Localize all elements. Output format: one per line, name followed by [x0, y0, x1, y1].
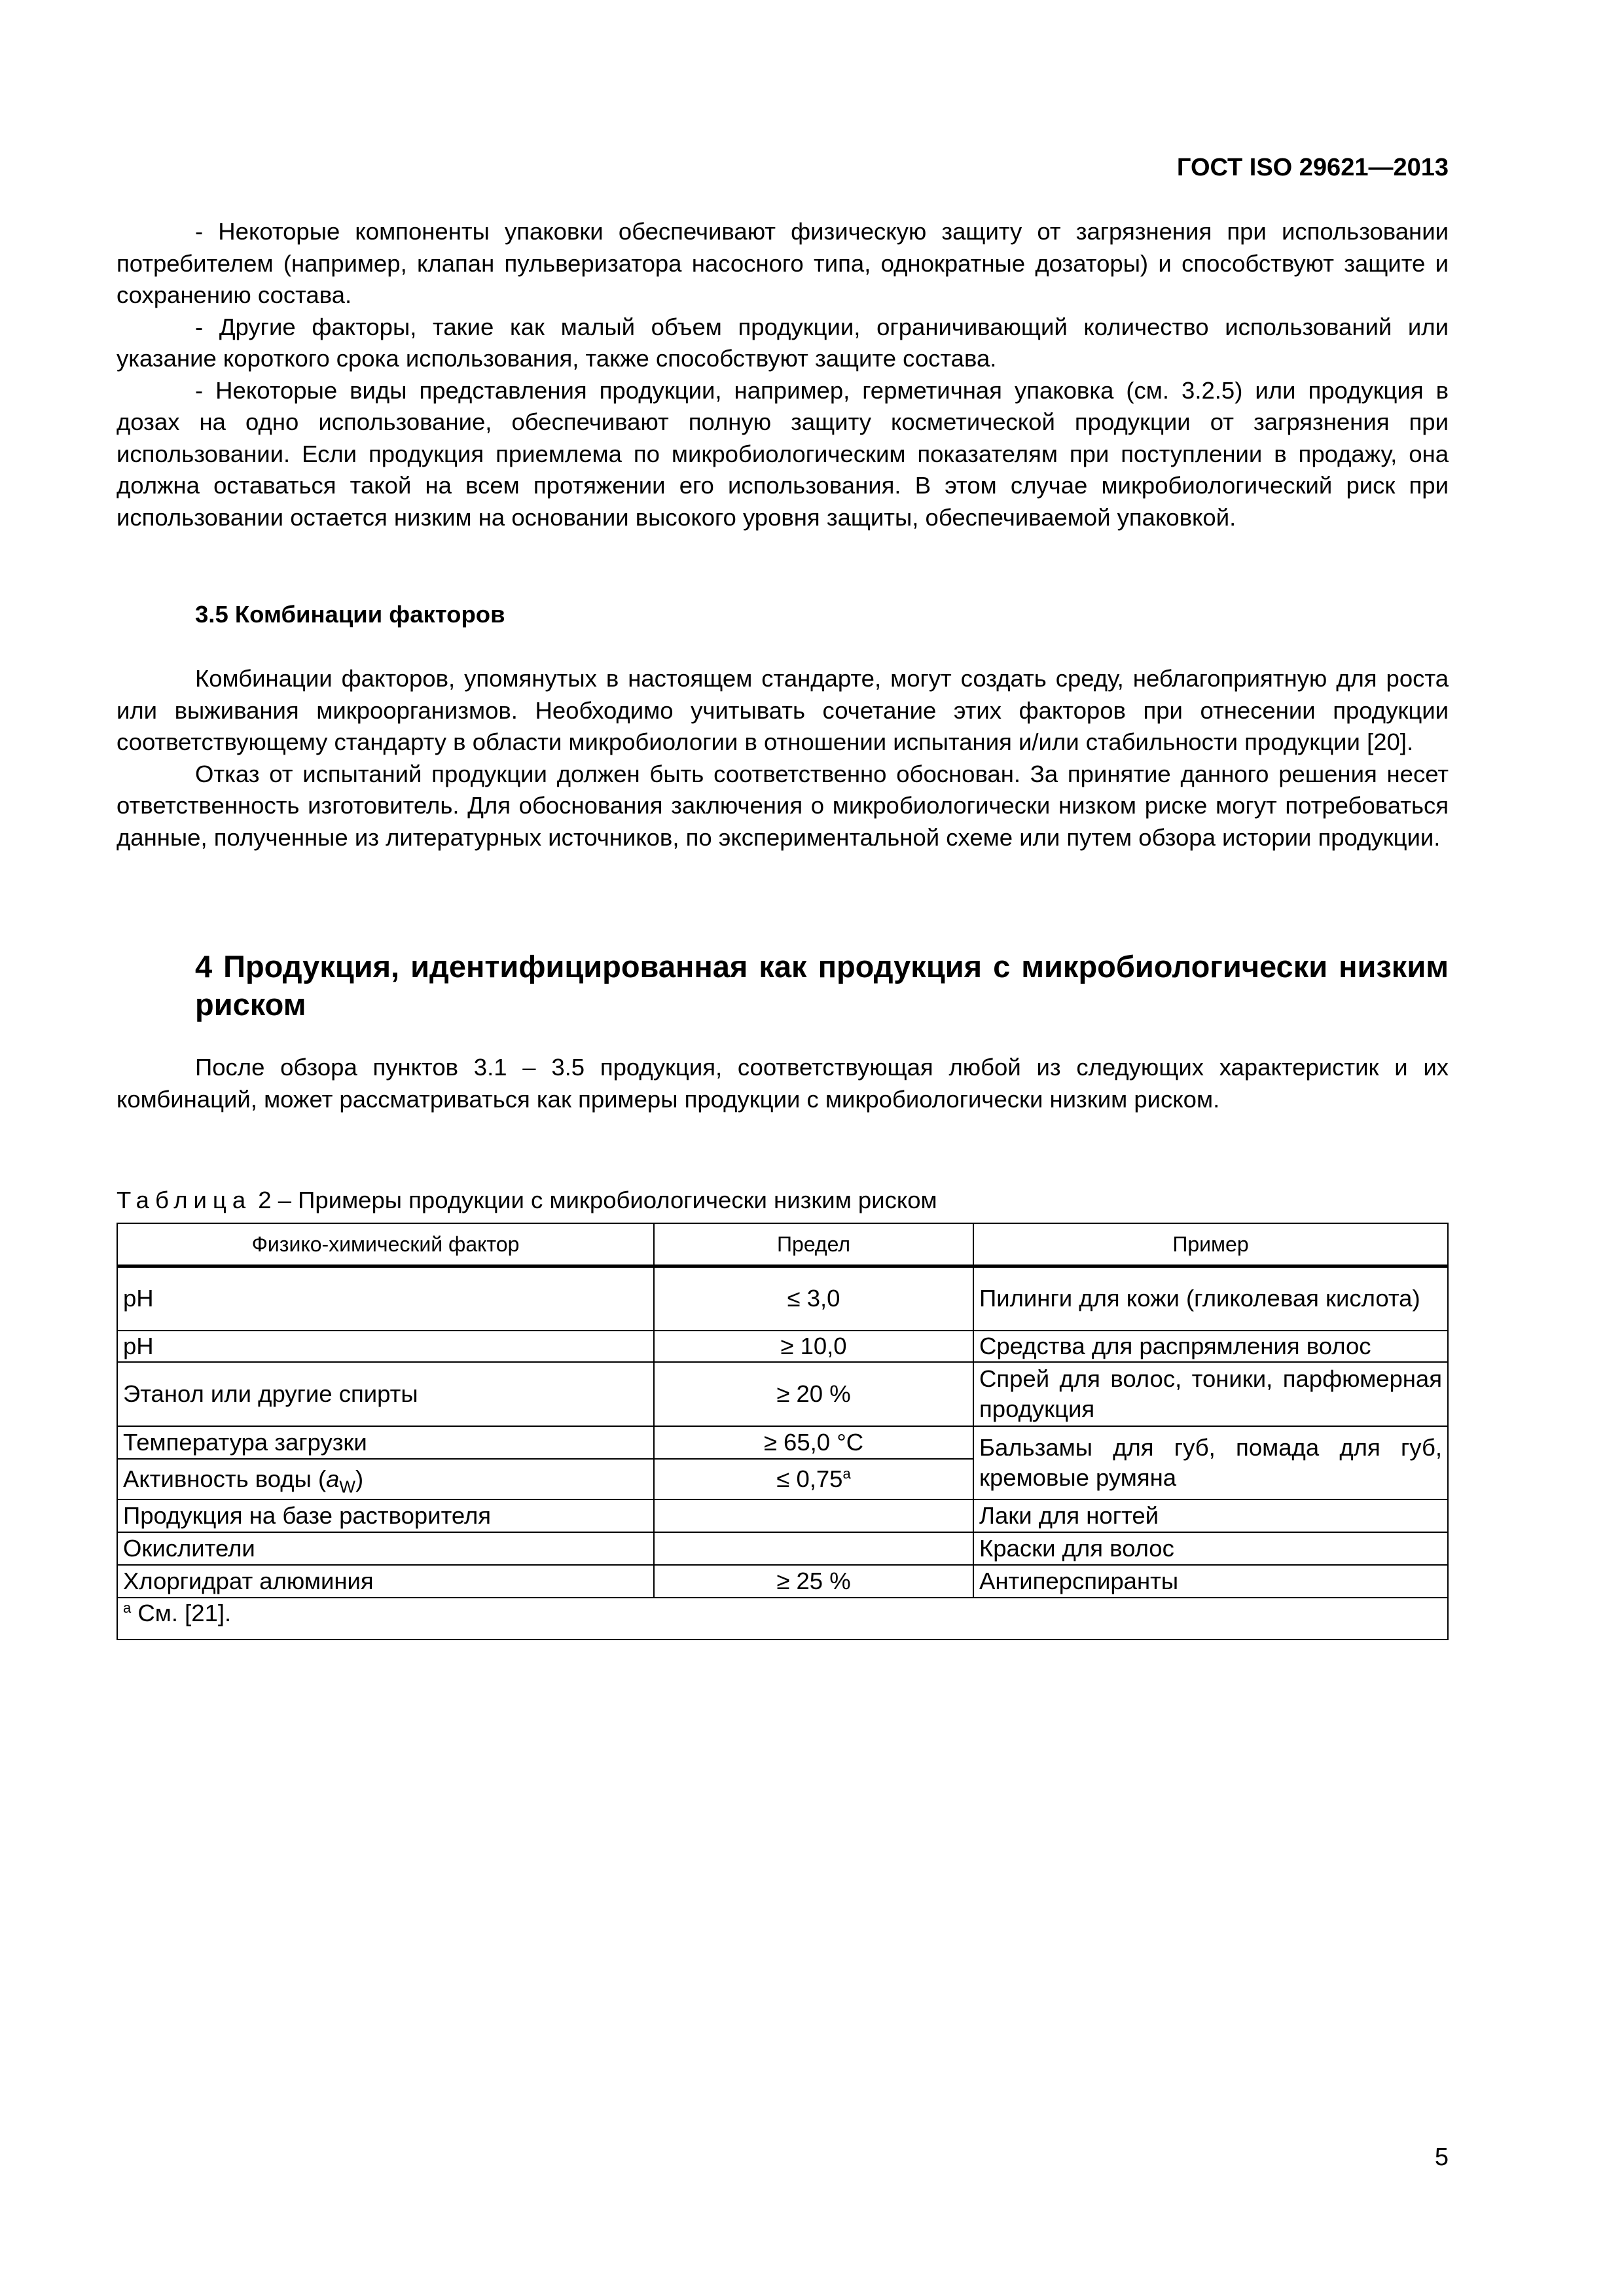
footnote-mark: a — [123, 1599, 132, 1616]
cell-example: Средства для распрямления волос — [973, 1331, 1448, 1362]
cell-example: Бальзамы для губ, помада для губ, кремовые румяна — [973, 1426, 1448, 1499]
cell-factor: pH — [117, 1266, 654, 1331]
factor-text-end: ) — [355, 1465, 364, 1492]
table-footnote — [117, 1598, 1448, 1640]
table-row — [117, 1362, 1448, 1426]
footnote-text: См. [21]. — [137, 1599, 232, 1626]
section-4-title: 4 Продукция, идентифицированная как продукция с микробиологически низким риском — [195, 949, 1449, 1022]
section-4-body — [117, 1052, 1449, 1115]
cell-limit: ≥ 25 % — [654, 1565, 973, 1598]
paragraph: Комбинации факторов, упомянутых в настоящем стандарте, могут создать среду, неблагоприятную для роста или выживания микроорганизмов. Необходимо учитывать сочетание этих факторов при отнесении продукции соответствующему стандарту в области микробиологии в отношении испытания и/или стабильности продукции [20]. — [117, 665, 1449, 755]
page-number: 5 — [1434, 2144, 1449, 2171]
table-caption-label: Таблица — [117, 1187, 252, 1213]
column-header-example: Пример — [973, 1223, 1448, 1266]
water-activity-symbol: a — [326, 1465, 340, 1492]
table-row — [117, 1426, 1448, 1459]
products-table — [117, 1223, 1449, 1640]
cell-example: Краски для волос — [973, 1532, 1448, 1565]
cell-example: Антиперспиранты — [973, 1565, 1448, 1598]
intro-paragraphs — [117, 216, 1449, 533]
cell-limit: ≥ 10,0 — [654, 1331, 973, 1362]
cell-factor: Окислители — [117, 1532, 654, 1565]
cell-limit: ≤ 3,0 — [654, 1266, 973, 1331]
table-row — [117, 1266, 1448, 1331]
cell-factor: Температура загрузки — [117, 1426, 654, 1459]
section-3-5-body — [117, 663, 1449, 853]
table-caption — [117, 1185, 937, 1215]
table-caption-text: 2 – Примеры продукции с микробиологически низким риском — [258, 1187, 937, 1213]
cell-example: Спрей для волос, тоники, парфюмерная продукция — [973, 1362, 1448, 1426]
cell-limit — [654, 1459, 973, 1499]
cell-example: Пилинги для кожи (гликолевая кислота) — [973, 1266, 1448, 1331]
section-3-5-title: 3.5 Комбинации факторов — [195, 601, 505, 628]
cell-limit — [654, 1532, 973, 1565]
cell-factor: Продукция на базе растворителя — [117, 1499, 654, 1532]
paragraph: - Некоторые виды представления продукции, например, герметичная упаковка (см. 3.2.5) или продукция в дозах на одно использование, обеспечивают полную защиту косметической продукции от загрязнения при использовании. Если продукция приемлема по микробиологическим показателям при поступлении в продажу, она должна оставаться такой на всем протяжении его использования. В этом случае микробиологический риск при использовании остается низким на основании высокого уровня защиты, обеспечиваемой упаковкой. — [117, 376, 1449, 531]
cell-limit: ≥ 20 % — [654, 1362, 973, 1426]
cell-example: Лаки для ногтей — [973, 1499, 1448, 1532]
cell-factor: pH — [117, 1331, 654, 1362]
table-row — [117, 1499, 1448, 1532]
paragraph: - Другие факторы, такие как малый объем продукции, ограничивающий количество использований или указание короткого срока использования, также способствуют защите состава. — [117, 313, 1449, 372]
limit-text: ≤ 0,75 — [776, 1465, 843, 1492]
table-row — [117, 1532, 1448, 1565]
cell-limit: ≥ 65,0 °C — [654, 1426, 973, 1459]
table-header-row — [117, 1223, 1448, 1266]
paragraph: После обзора пунктов 3.1 – 3.5 продукция, соответствующая любой из следующих характеристик и их комбинаций, может рассматриваться как примеры продукции с микробиологически низким риском. — [117, 1054, 1449, 1113]
cell-factor: Этанол или другие спирты — [117, 1362, 654, 1426]
paragraph: - Некоторые компоненты упаковки обеспечивают физическую защиту от загрязнения при использовании потребителем (например, клапан пульверизатора насосного типа, однократные дозаторы) и способствуют защите и сохранению состава. — [117, 218, 1449, 308]
table-row — [117, 1331, 1448, 1362]
subscript: W — [339, 1476, 355, 1496]
table-row — [117, 1565, 1448, 1598]
column-header-factor: Физико-химический фактор — [117, 1223, 654, 1266]
cell-limit — [654, 1499, 973, 1532]
cell-factor — [117, 1459, 654, 1499]
factor-text: Активность воды ( — [123, 1465, 327, 1492]
column-header-limit: Предел — [654, 1223, 973, 1266]
paragraph: Отказ от испытаний продукции должен быть соответственно обоснован. За принятие данного решения несет ответственность изготовитель. Для обоснования заключения о микробиологически низком риске могут потребоваться данные, полученные из литературных источников, по экспериментальной схеме или путем обзора истории продукции. — [117, 760, 1449, 851]
document-header: ГОСТ ISO 29621—2013 — [1176, 154, 1449, 181]
cell-factor: Хлоргидрат алюминия — [117, 1565, 654, 1598]
footnote-ref: a — [842, 1465, 851, 1482]
table-footnote-row — [117, 1598, 1448, 1640]
